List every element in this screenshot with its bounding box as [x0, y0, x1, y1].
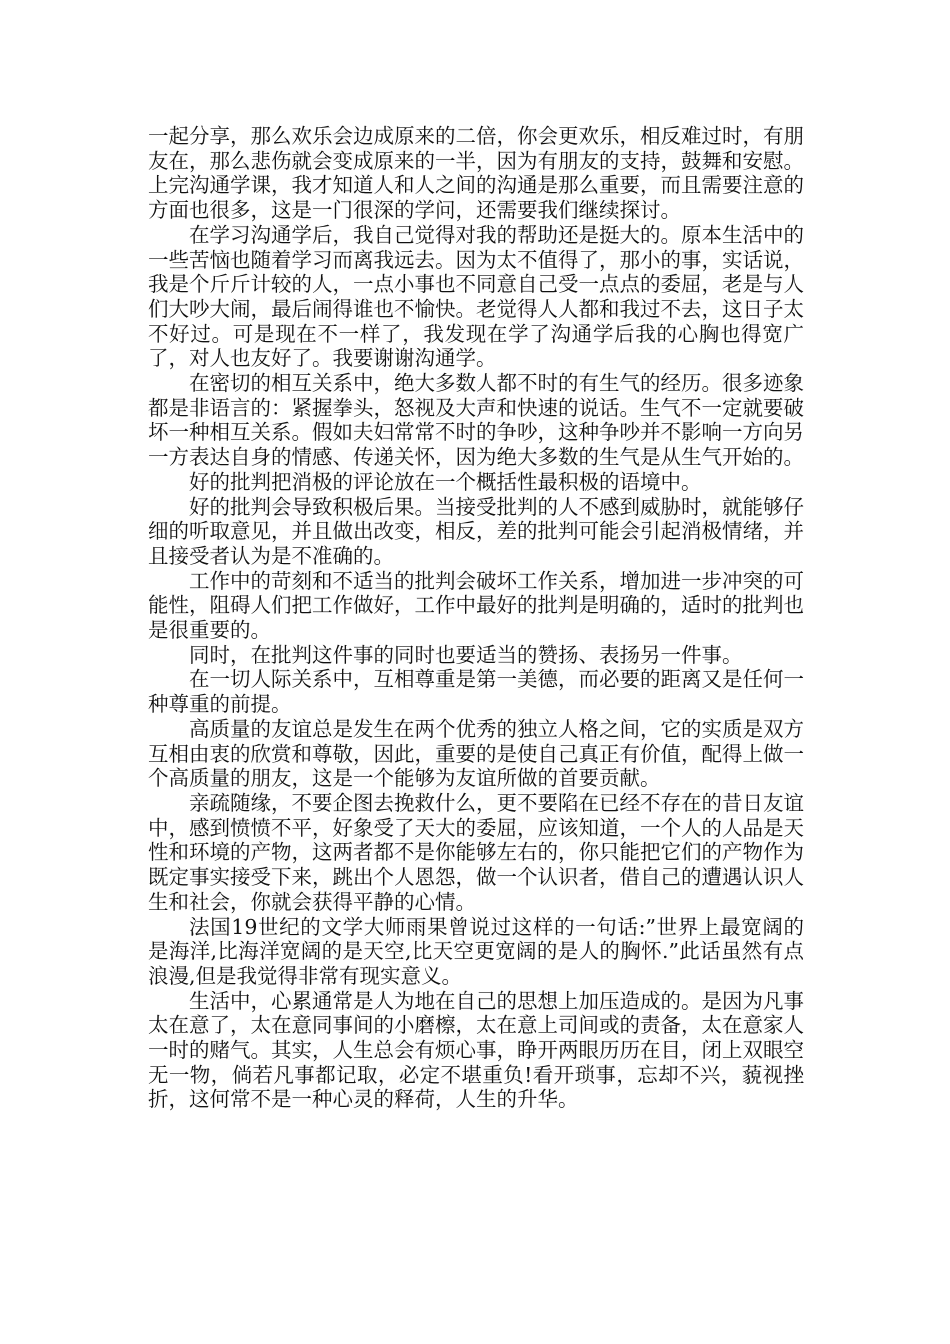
paragraph-9: 高质量的友谊总是发生在两个优秀的独立人格之间，它的实质是双方互相由衷的欣赏和尊敬，因此，重要的是使自己真正有价值，配得上做一个高质量的朋友，这是一个能够为友谊所做的首要贡献。 [148, 716, 804, 791]
paragraph-3: 在密切的相互关系中，绝大多数人都不时的有生气的经历。很多迹象都是非语言的：紧握拳头，怒视及大声和快速的说话。生气不一定就要破坏一种相互关系。假如夫妇常常不时的争吵，这种争吵并不影响一方向另一方表达自身的情感、传递关怀，因为绝大多数的生气是从生气开始的。 [148, 371, 804, 470]
paragraph-2: 在学习沟通学后，我自己觉得对我的帮助还是挺大的。原本生活中的一些苦恼也随着学习而离我远去。因为太不值得了，那小的事，实话说，我是个斤斤计较的人，一点小事也不同意自己受一点点的委屈，老是与人们大吵大闹，最后闹得谁也不愉快。老觉得人人都和我过不去，这日子太不好过。可是现在不一样了，我发现在学了沟通学后我的心胸也得宽广了，对人也友好了。我要谢谢沟通学。 [148, 222, 804, 371]
paragraph-11: 法国19世纪的文学大师雨果曾说过这样的一句话:”世界上最宽阔的是海洋,比海洋宽阔的是天空,比天空更宽阔的是人的胸怀.”此话虽然有点浪漫,但是我觉得非常有现实意义。 [148, 914, 804, 988]
paragraph-12: 生活中，心累通常是人为地在自己的思想上加压造成的。是因为凡事太在意了，太在意同事间的小磨檫，太在意上司间或的责备，太在意家人一时的赌气。其实，人生总会有烦心事，睁开两眼历历在目，闭上双眼空无一物，倘若凡事都记取，必定不堪重负!看开琐事，忘却不兴，藐视挫折，这何常不是一种心灵的释荷，人生的升华。 [148, 988, 804, 1112]
paragraph-1: 一起分享，那么欢乐会边成原来的二倍，你会更欢乐，相反难过时，有朋友在，那么悲伤就会变成原来的一半，因为有朋友的支持，鼓舞和安慰。上完沟通学课，我才知道人和人之间的沟通是那么重要，而且需要注意的方面也很多，这是一门很深的学问，还需要我们继续探讨。 [148, 124, 804, 223]
paragraph-8: 在一切人际关系中，互相尊重是第一美德，而必要的距离又是任何一种尊重的前提。 [148, 667, 804, 717]
paragraph-7: 同时，在批判这件事的同时也要适当的赞扬、表扬另一件事。 [189, 642, 743, 667]
paragraph-5: 好的批判会导致积极后果。当接受批判的人不感到威胁时，就能够仔细的听取意见，并且做出改变，相反，差的批判可能会引起消极情绪，并且接受者认为是不准确的。 [148, 494, 804, 568]
paragraph-6: 工作中的苛刻和不适当的批判会破坏工作关系，增加进一步冲突的可能性，阻碍人们把工作做好，工作中最好的批判是明确的，适时的批判也是很重要的。 [148, 568, 804, 643]
paragraph-4: 好的批判把消极的评论放在一个概括性最积极的语境中。 [189, 469, 702, 494]
paragraph-10: 亲疏随缘，不要企图去挽救什么，更不要陷在已经不存在的昔日友谊中，感到愤愤不平，好象受了天大的委屈，应该知道，一个人的人品是天性和环境的产物，这两者都不是你能够左右的，你只能把它们的产物作为既定事实接受下来，跳出个人恩怨，做一个认识者，借自己的遭遇认识人生和社会，你就会获得平静的心情。 [148, 790, 804, 914]
document-body [148, 124, 804, 1112]
